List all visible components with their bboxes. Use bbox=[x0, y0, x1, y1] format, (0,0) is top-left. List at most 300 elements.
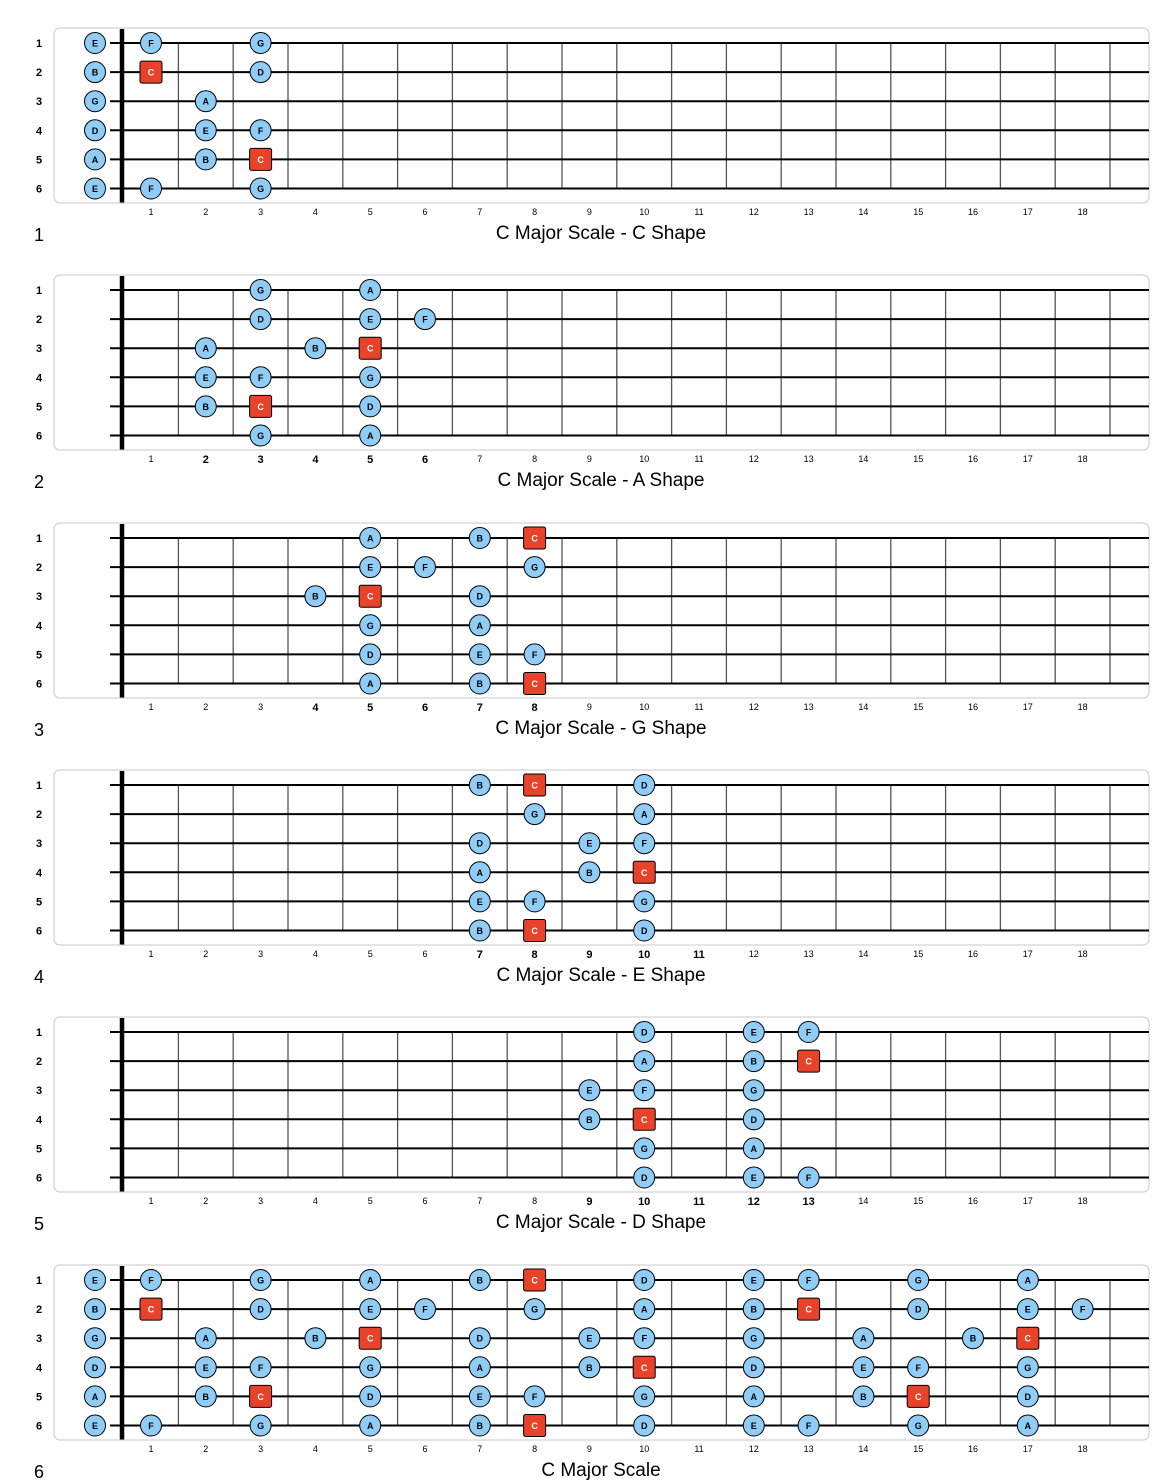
note-name: G bbox=[531, 562, 539, 573]
diagram-title: C Major Scale - G Shape bbox=[495, 717, 707, 739]
note-name: G bbox=[750, 1333, 758, 1344]
string-label: 5 bbox=[35, 648, 43, 661]
scale-diagram-6 bbox=[0, 1237, 1172, 1484]
note-name: B bbox=[312, 1333, 319, 1344]
string-label: 4 bbox=[35, 1361, 43, 1374]
string-label: 4 bbox=[35, 125, 43, 138]
fret-number-label: 8 bbox=[532, 1443, 538, 1454]
fret-number-label: 5 bbox=[367, 454, 374, 467]
note-name: D bbox=[750, 1362, 758, 1373]
note-name: F bbox=[257, 125, 264, 136]
fret-number-label: 7 bbox=[477, 454, 483, 465]
note-marker bbox=[743, 1109, 764, 1130]
note-marker bbox=[469, 920, 490, 941]
fret-number-label: 15 bbox=[913, 701, 924, 712]
note-marker bbox=[524, 1385, 545, 1406]
note-name: D bbox=[366, 402, 374, 413]
note-name: E bbox=[476, 649, 483, 660]
fretboard-frame bbox=[54, 770, 1149, 945]
note-marker bbox=[798, 1167, 819, 1188]
scale-diagram-5 bbox=[0, 989, 1172, 1236]
fret-number-label: 10 bbox=[639, 1443, 650, 1454]
note-name: F bbox=[148, 1275, 154, 1285]
note-marker bbox=[853, 1356, 874, 1377]
note-name: D bbox=[640, 780, 648, 791]
note-marker bbox=[1017, 1415, 1038, 1436]
fret-number-label: 10 bbox=[638, 948, 651, 961]
fret-number-label: 7 bbox=[476, 701, 483, 714]
note-name: B bbox=[202, 402, 210, 413]
note-marker bbox=[524, 1298, 545, 1319]
fret-number-label: 18 bbox=[1077, 454, 1088, 465]
note-name: A bbox=[202, 1333, 210, 1344]
fret-number-label: 4 bbox=[312, 1196, 318, 1207]
note-name: F bbox=[641, 1085, 647, 1096]
note-marker bbox=[250, 280, 271, 301]
note-marker bbox=[360, 367, 381, 388]
note-marker bbox=[469, 1356, 490, 1377]
fret-number-label: 4 bbox=[312, 207, 318, 217]
note-name: C bbox=[531, 533, 538, 544]
note-name: F bbox=[641, 1333, 647, 1344]
note-name: A bbox=[640, 1304, 648, 1315]
note-marker bbox=[250, 33, 271, 54]
root-note-marker bbox=[798, 1298, 820, 1320]
note-marker bbox=[85, 33, 106, 54]
note-marker bbox=[469, 527, 490, 548]
note-name: B bbox=[312, 343, 319, 354]
note-name: F bbox=[805, 1027, 812, 1038]
note-name: C bbox=[531, 1275, 538, 1285]
fret-number-label: 18 bbox=[1077, 1196, 1088, 1207]
note-name: E bbox=[1024, 1304, 1031, 1315]
string-label: 5 bbox=[35, 1143, 43, 1156]
string-label: 2 bbox=[35, 808, 43, 821]
diagram-title: C Major Scale bbox=[541, 1459, 661, 1481]
note-marker bbox=[85, 1327, 106, 1348]
note-marker bbox=[634, 920, 655, 941]
note-name: D bbox=[640, 1420, 648, 1431]
note-marker bbox=[469, 643, 490, 664]
root-note-marker bbox=[359, 1327, 381, 1349]
note-marker bbox=[195, 91, 216, 112]
note-name: D bbox=[257, 314, 264, 325]
fret-number-label: 6 bbox=[422, 1196, 428, 1207]
fret-number-label: 12 bbox=[747, 1196, 760, 1209]
note-name: B bbox=[202, 154, 210, 165]
note-marker bbox=[743, 1051, 764, 1072]
fret-number-label: 5 bbox=[367, 701, 374, 714]
note-marker bbox=[360, 396, 381, 417]
note-marker bbox=[634, 1415, 655, 1436]
note-marker bbox=[634, 833, 655, 854]
note-marker bbox=[1017, 1298, 1038, 1319]
fret-number-label: 14 bbox=[858, 701, 869, 712]
fret-number-label: 2 bbox=[202, 454, 209, 467]
fret-number-label: 11 bbox=[694, 207, 704, 217]
note-name: A bbox=[476, 620, 484, 631]
note-name: E bbox=[750, 1275, 757, 1285]
note-marker bbox=[469, 833, 490, 854]
note-name: E bbox=[202, 373, 209, 384]
note-marker bbox=[85, 91, 106, 112]
note-marker bbox=[360, 643, 381, 664]
note-name: C bbox=[640, 1362, 648, 1373]
note-marker bbox=[469, 673, 490, 694]
root-note-marker bbox=[250, 396, 272, 418]
fret-number-label: 18 bbox=[1077, 701, 1088, 712]
note-marker bbox=[524, 803, 545, 824]
fret-number-label: 17 bbox=[1022, 1443, 1033, 1454]
note-name: F bbox=[641, 838, 647, 849]
note-marker bbox=[360, 614, 381, 635]
note-marker bbox=[141, 178, 162, 199]
note-marker bbox=[195, 367, 216, 388]
fret-number-label: 11 bbox=[694, 454, 704, 465]
note-marker bbox=[360, 1356, 381, 1377]
note-marker bbox=[250, 309, 271, 330]
root-note-marker bbox=[524, 1414, 546, 1436]
string-label: 1 bbox=[35, 779, 43, 792]
note-name: G bbox=[366, 620, 374, 631]
note-name: F bbox=[257, 373, 264, 384]
fretboard-frame bbox=[54, 275, 1149, 450]
note-marker bbox=[85, 1298, 106, 1319]
note-marker bbox=[250, 120, 271, 141]
note-marker bbox=[360, 1269, 381, 1290]
note-name: F bbox=[257, 1362, 264, 1373]
note-name: G bbox=[914, 1275, 922, 1285]
string-label: 5 bbox=[35, 401, 43, 414]
note-name: C bbox=[531, 925, 538, 936]
scale-diagram-1 bbox=[0, 0, 1172, 247]
note-name: F bbox=[148, 1420, 154, 1431]
note-marker bbox=[195, 149, 216, 170]
note-name: A bbox=[860, 1333, 867, 1344]
fret-number-label: 4 bbox=[312, 948, 318, 959]
note-marker bbox=[141, 1415, 162, 1436]
note-marker bbox=[634, 774, 655, 795]
root-note-marker bbox=[907, 1385, 929, 1407]
note-name: C bbox=[531, 1420, 538, 1431]
note-marker bbox=[798, 1415, 819, 1436]
string-label: 5 bbox=[35, 1390, 43, 1403]
root-note-marker bbox=[524, 774, 546, 796]
note-marker bbox=[85, 1356, 106, 1377]
fret-number-label: 18 bbox=[1077, 948, 1088, 959]
note-marker bbox=[195, 120, 216, 141]
note-marker bbox=[743, 1022, 764, 1043]
note-marker bbox=[579, 1080, 600, 1101]
fret-number-label: 9 bbox=[586, 454, 592, 465]
fret-number-label: 1 bbox=[148, 1443, 154, 1454]
fret-number-label: 13 bbox=[803, 701, 814, 712]
string-label: 3 bbox=[35, 1085, 43, 1098]
note-name: B bbox=[202, 1391, 210, 1402]
note-marker bbox=[195, 1356, 216, 1377]
root-note-marker bbox=[633, 1356, 655, 1378]
fret-number-label: 3 bbox=[258, 701, 264, 712]
fret-number-label: 11 bbox=[694, 701, 704, 712]
string-label: 1 bbox=[35, 1274, 43, 1287]
note-marker bbox=[360, 1298, 381, 1319]
fret-number-label: 15 bbox=[913, 948, 924, 959]
diagram-number: 1 bbox=[34, 225, 45, 245]
note-name: B bbox=[476, 780, 484, 791]
note-name: B bbox=[312, 591, 319, 602]
note-marker bbox=[250, 1269, 271, 1290]
fret-number-label: 6 bbox=[421, 454, 429, 467]
note-marker bbox=[908, 1298, 929, 1319]
note-marker bbox=[85, 62, 106, 83]
fret-number-label: 3 bbox=[258, 207, 264, 217]
note-name: B bbox=[476, 1275, 484, 1285]
fret-number-label: 6 bbox=[422, 948, 428, 959]
note-name: C bbox=[914, 1391, 922, 1402]
string-label: 5 bbox=[35, 154, 43, 167]
fret-number-label: 12 bbox=[748, 701, 759, 712]
fret-number-label: 8 bbox=[532, 1196, 538, 1207]
note-marker bbox=[360, 527, 381, 548]
note-name: D bbox=[1024, 1391, 1032, 1402]
fret-number-label: 3 bbox=[258, 948, 264, 959]
note-name: A bbox=[366, 1420, 374, 1431]
string-label: 4 bbox=[35, 867, 43, 880]
note-name: E bbox=[750, 1173, 757, 1184]
fret-number-label: 9 bbox=[586, 948, 593, 961]
string-label: 1 bbox=[35, 1027, 43, 1040]
fret-number-label: 7 bbox=[477, 1443, 483, 1454]
fret-number-label: 15 bbox=[913, 454, 924, 465]
note-marker bbox=[743, 1415, 764, 1436]
note-marker bbox=[634, 1327, 655, 1348]
note-name: B bbox=[969, 1333, 977, 1344]
note-marker bbox=[634, 1138, 655, 1159]
string-label: 1 bbox=[35, 532, 43, 545]
diagram-number: 4 bbox=[34, 966, 45, 987]
string-label: 6 bbox=[35, 1420, 43, 1432]
fret-number-label: 3 bbox=[258, 1443, 264, 1454]
note-name: C bbox=[366, 591, 374, 602]
string-label: 1 bbox=[35, 285, 43, 298]
note-name: E bbox=[476, 1391, 483, 1402]
fret-number-label: 5 bbox=[367, 948, 373, 959]
note-marker bbox=[469, 774, 490, 795]
fret-number-label: 17 bbox=[1022, 454, 1033, 465]
fret-number-label: 11 bbox=[694, 1443, 704, 1454]
string-label: 5 bbox=[35, 896, 43, 909]
note-name: A bbox=[202, 96, 210, 107]
note-name: C bbox=[366, 1333, 374, 1344]
note-marker bbox=[579, 1109, 600, 1130]
note-marker bbox=[195, 1327, 216, 1348]
string-label: 4 bbox=[35, 619, 43, 632]
note-name: A bbox=[476, 1362, 484, 1373]
note-marker bbox=[908, 1415, 929, 1436]
root-note-marker bbox=[524, 672, 546, 694]
fret-number-label: 12 bbox=[748, 1443, 759, 1454]
fret-number-label: 2 bbox=[203, 1443, 209, 1454]
note-marker bbox=[908, 1356, 929, 1377]
fret-number-label: 8 bbox=[532, 454, 538, 465]
string-label: 6 bbox=[35, 430, 43, 443]
note-name: G bbox=[257, 184, 265, 194]
note-name: F bbox=[915, 1362, 921, 1373]
string-label: 2 bbox=[35, 67, 43, 80]
fret-number-label: 1 bbox=[148, 1196, 154, 1207]
diagram-title: C Major Scale - D Shape bbox=[495, 1212, 707, 1234]
fret-number-label: 9 bbox=[586, 1443, 592, 1454]
note-marker bbox=[1017, 1385, 1038, 1406]
diagram-title: C Major Scale - C Shape bbox=[495, 223, 707, 244]
fret-number-label: 6 bbox=[421, 701, 429, 714]
note-marker bbox=[415, 556, 436, 577]
note-name: C bbox=[147, 1304, 155, 1315]
note-marker bbox=[743, 1327, 764, 1348]
fret-number-label: 14 bbox=[858, 454, 869, 465]
note-marker bbox=[250, 425, 271, 446]
note-name: A bbox=[366, 285, 374, 296]
fret-number-label: 3 bbox=[258, 1196, 264, 1207]
fret-number-label: 2 bbox=[203, 207, 209, 217]
fret-number-label: 7 bbox=[477, 207, 483, 217]
note-marker bbox=[579, 833, 600, 854]
note-name: E bbox=[91, 38, 99, 49]
note-marker bbox=[250, 1298, 271, 1319]
fret-number-label: 12 bbox=[748, 207, 759, 217]
fret-number-label: 4 bbox=[312, 701, 319, 714]
fret-number-label: 14 bbox=[858, 948, 869, 959]
note-name: G bbox=[531, 809, 539, 820]
note-name: A bbox=[366, 431, 374, 442]
note-name: G bbox=[914, 1420, 922, 1431]
note-name: B bbox=[476, 533, 484, 544]
note-name: E bbox=[860, 1362, 867, 1373]
string-label: 2 bbox=[35, 561, 43, 574]
fret-number-label: 2 bbox=[203, 948, 209, 959]
note-name: B bbox=[476, 678, 484, 689]
fret-number-label: 16 bbox=[967, 701, 979, 712]
note-name: E bbox=[202, 1362, 209, 1373]
note-marker bbox=[305, 1327, 326, 1348]
note-marker bbox=[1017, 1356, 1038, 1377]
note-name: B bbox=[750, 1304, 758, 1315]
string-label: 4 bbox=[35, 1114, 43, 1127]
note-name: E bbox=[750, 1027, 757, 1038]
note-name: D bbox=[750, 1114, 758, 1125]
note-marker bbox=[1017, 1269, 1038, 1290]
note-name: G bbox=[366, 1362, 374, 1373]
fret-number-label: 10 bbox=[638, 1196, 651, 1209]
diagram-number: 5 bbox=[34, 1214, 45, 1235]
fret-number-label: 13 bbox=[803, 1443, 814, 1454]
note-name: G bbox=[91, 96, 99, 107]
fret-number-label: 15 bbox=[913, 207, 924, 217]
fretboard-frame bbox=[54, 28, 1149, 203]
note-name: G bbox=[750, 1085, 758, 1096]
note-name: D bbox=[476, 838, 484, 849]
note-name: A bbox=[476, 867, 484, 878]
note-marker bbox=[85, 149, 106, 170]
string-label: 2 bbox=[35, 1056, 43, 1069]
string-label: 3 bbox=[35, 343, 43, 356]
note-marker bbox=[195, 1385, 216, 1406]
string-label: 4 bbox=[35, 372, 43, 385]
note-marker bbox=[634, 1080, 655, 1101]
note-marker bbox=[743, 1269, 764, 1290]
fret-number-label: 7 bbox=[477, 1196, 483, 1207]
fret-number-label: 13 bbox=[803, 207, 814, 217]
fret-number-label: 11 bbox=[693, 948, 705, 961]
fret-number-label: 1 bbox=[148, 701, 154, 712]
note-name: G bbox=[257, 38, 265, 49]
fret-number-label: 4 bbox=[312, 454, 319, 467]
note-marker bbox=[798, 1269, 819, 1290]
fret-number-label: 17 bbox=[1022, 701, 1033, 712]
fret-number-label: 6 bbox=[422, 1443, 428, 1454]
note-marker bbox=[415, 1298, 436, 1319]
note-name: E bbox=[476, 896, 483, 907]
note-marker bbox=[469, 585, 490, 606]
string-label: 1 bbox=[35, 38, 43, 50]
note-name: D bbox=[640, 1173, 648, 1184]
note-marker bbox=[798, 1022, 819, 1043]
note-marker bbox=[743, 1080, 764, 1101]
note-name: B bbox=[586, 867, 593, 878]
fret-number-label: 17 bbox=[1022, 1196, 1033, 1207]
fret-number-label: 8 bbox=[532, 207, 538, 217]
note-name: F bbox=[531, 896, 538, 907]
note-marker bbox=[1072, 1298, 1093, 1319]
fret-number-label: 13 bbox=[802, 1196, 815, 1209]
fretboard-svg bbox=[0, 989, 1172, 1219]
note-marker bbox=[360, 556, 381, 577]
note-marker bbox=[853, 1327, 874, 1348]
note-name: D bbox=[257, 67, 264, 78]
fret-number-label: 14 bbox=[858, 207, 869, 217]
scale-diagram-4 bbox=[0, 742, 1172, 989]
fret-number-label: 16 bbox=[967, 1443, 979, 1454]
fret-number-label: 3 bbox=[257, 454, 264, 467]
fret-number-label: 8 bbox=[531, 701, 538, 714]
fret-number-label: 14 bbox=[858, 1443, 869, 1454]
note-name: A bbox=[366, 533, 374, 544]
note-name: E bbox=[367, 314, 374, 325]
fret-number-label: 5 bbox=[367, 207, 373, 217]
note-name: C bbox=[257, 154, 264, 165]
note-name: F bbox=[422, 562, 428, 573]
note-marker bbox=[524, 643, 545, 664]
note-name: B bbox=[860, 1391, 867, 1402]
root-note-marker bbox=[798, 1050, 820, 1072]
note-name: E bbox=[586, 1333, 593, 1344]
note-name: A bbox=[366, 678, 374, 689]
root-note-marker bbox=[250, 1385, 272, 1407]
fret-number-label: 15 bbox=[913, 1196, 924, 1207]
fretboard-svg bbox=[0, 495, 1172, 725]
note-marker bbox=[360, 425, 381, 446]
fret-number-label: 9 bbox=[586, 1196, 593, 1209]
note-name: A bbox=[750, 1144, 758, 1155]
note-marker bbox=[634, 891, 655, 912]
note-name: G bbox=[640, 1144, 648, 1155]
note-marker bbox=[743, 1298, 764, 1319]
note-name: G bbox=[91, 1333, 99, 1344]
note-name: F bbox=[422, 1304, 428, 1315]
note-marker bbox=[141, 1269, 162, 1290]
note-name: E bbox=[586, 838, 593, 849]
note-marker bbox=[469, 891, 490, 912]
